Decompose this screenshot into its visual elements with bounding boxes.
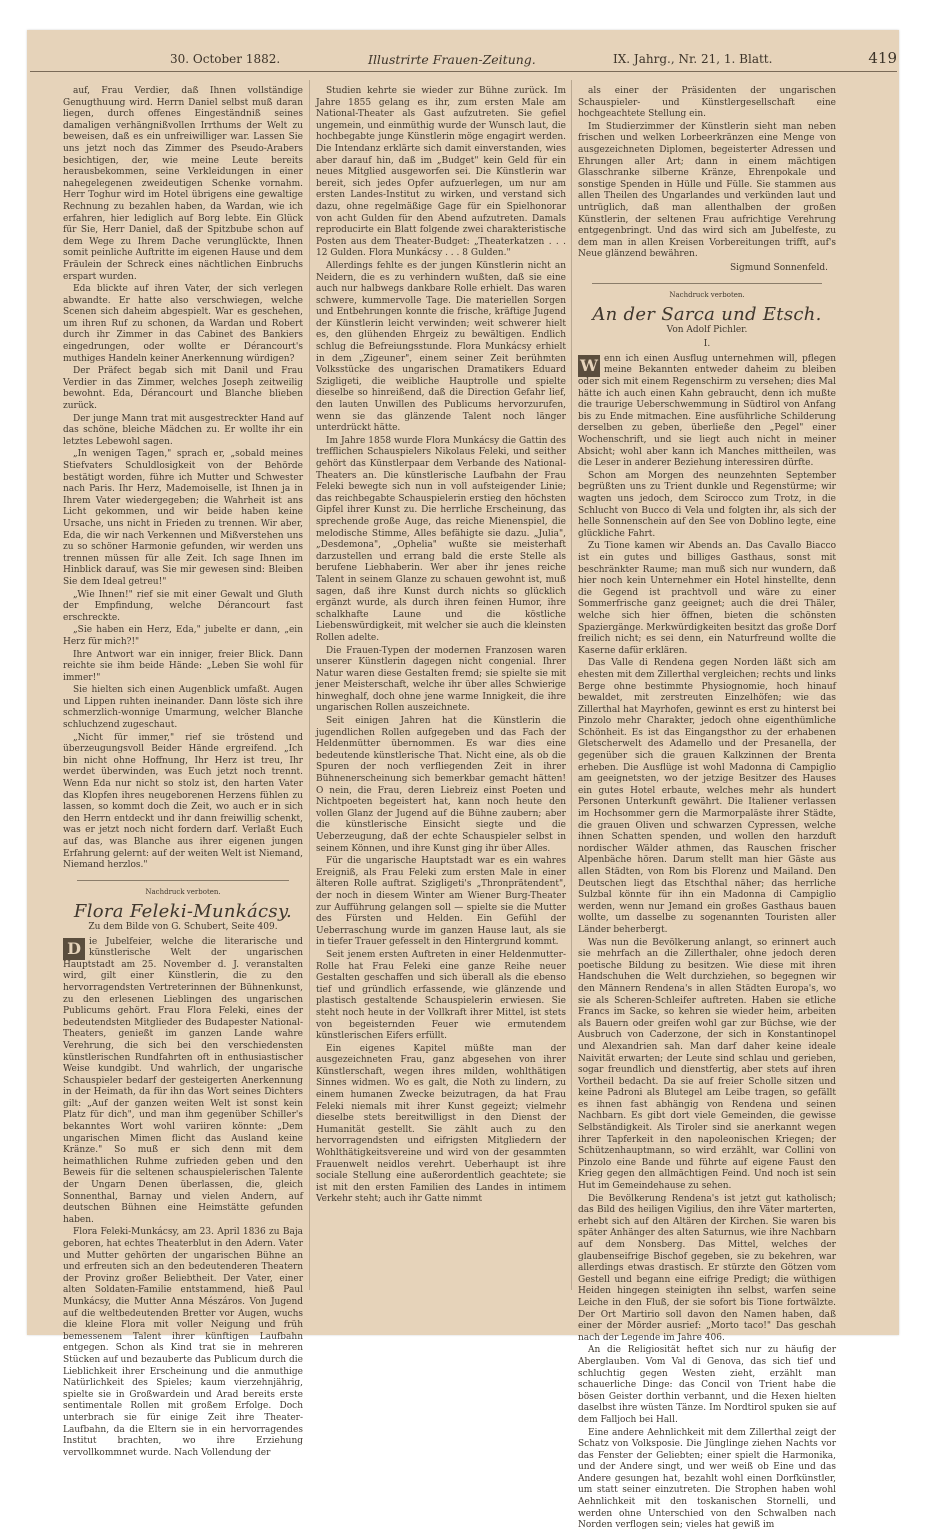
body-paragraph: Seit jenem ersten Auftreten in einer Heldenmutter-Rolle hat Frau Feleki eine ganze Reihe neuer Gestalten geschaffen und sich überall als die ebenso tief und gründlich erfassende, wie glänzende und plastisch gestaltende Schauspielerin erwiesen. Sie steht noch heute in der Vollkraft ihrer Mittel, ist stets von begeisternden Feuer wie ermutendem künstlerischen Eifers erfüllt. [316, 949, 566, 1042]
divider [77, 880, 289, 881]
column-2 [316, 86, 566, 1291]
body-paragraph: Die Frauen-Typen der modernen Franzosen waren unserer Künstlerin dagegen nicht congenial. Ihrer Natur waren diese Gestalten fremd; sie spielte sie mit jener Meisterschaft, welche ihr über alles Schwierige hinweghalf, doch ohne jene warme Innigkeit, die ihre ungarischen Rollen auszeichnete. [316, 645, 566, 714]
body-paragraph: „In wenigen Tagen," sprach er, „sobald meines Stiefvaters Schuldlosigkeit von der Behörde bestätigt worden, führe ich Mutter und Schwester nach Paris. Ihr Herz, Mademoiselle, ist Ihnen ja in Ihrem Vater wiedergegeben; die Wahrheit ist ans Licht gekommen, und wir beide haben keine Ursache, uns nicht in Frieden zu trennen. Wir aber, Eda, die wir nach Verkennen und Mißverstehen uns zu so schöner Harmonie gefunden, wir werden uns trennen müssen für alle Zeit. Ich sage Ihnen im Hinblick darauf, was Sie mir gewesen sind: Bleiben Sie dem Ideal getreu!" [63, 449, 303, 587]
author-signature: Sigmund Sonnenfeld. [729, 262, 828, 273]
body-paragraph: Im Studierzimmer der Künstlerin sieht man neben frischen und welken Lorbeerkränzen eine Menge von ausgezeichneten Diplomen, begeisterter Adressen und Ehrungen aller Art; dann in einem mächtigen Glasschranke silberne Kränze, Ehrenpokale und sonstige Spenden in Hülle und Fülle. Sie stammen aus allen Theilen des Ungarlandes und verkünden laut und untrüglich, daß man allenthalben der großen Künstlerin, der seltenen Frau aufrichtige Verehrung entgegenbringt. Und das wird sich am Jubelfeste, zu dem man in allen Kreisen Vorbereitungen trifft, auf's Neue glänzend bewähren. [578, 121, 836, 260]
column-1 [63, 86, 303, 1458]
body-paragraph: als einer der Präsidenten der ungarischen Schauspieler- und Künstlergesellschaft eine hochgeachtete Stellung ein. [578, 86, 836, 120]
body-paragraph: Das Valle di Rendena gegen Norden läßt sich am ehesten mit dem Zillerthal vergleichen; rechts und links Berge ohne bestimmte Physiognomie, hoch hinauf bewaldet, mit zerstreuten Einzelhöfen; wie das Zillerthal hat Mayrhofen, gewinnt es erst zu hinterst bei Pinzolo mehr Charakter, jedoch ohne eigenthümliche Schönheit. Es ist das Eingangsthor zu der erhabenen Gletscherwelt des Adamello und der Presanella, der gegenüber sich die grauen Kalkzinnen der Brenta erheben. Die Ausflüge ist wohl Madonna di Campiglio am geeignetsten, wo der jetzige Besitzer des Hauses ein gutes Hotel erbaute, welches mehr als hundert Personen Unterkunft gewährt. Die Italiener verlassen im Hochsommer gern die Marmorpaläste ihrer Städte, die grauen Oliven und schwarzen Cypressen, welche ihnen Schatten spenden, und wollen den harzduft nordischer Wälder athmen, das Rauschen frischer Alpenbäche hören. Darum stellt man hier Gäste aus allen Städten, von Rom bis Florenz und Mailand. Den Deutschen liegt das Etschthal näher; das herrliche Sulzbal könnte für ihn ein Madonna di Campiglio werden, wenn nur Jemand ein großes Gasthaus bauen wollte, um dasselbe zu sogenannten Touristen aller Länder beherbergt. [578, 658, 836, 935]
article-title-flora: Flora Feleki-Munkácsy. [73, 901, 293, 923]
body-paragraph: Studien kehrte sie wieder zur Bühne zurück. Im Jahre 1855 gelang es ihr, zum ersten Male am National-Theater als Gast aufzutreten. Sie gefiel ungemein, und einmüthig wurde der Wunsch laut, die hochbegabte junge Künstlerin möge engagirt werden. Die Intendanz erklärte sich damit einverstanden, wies aber darauf hin, daß im „Budget" kein Geld für ein neues Mitglied ausgeworfen sei. Die Künstlerin war bereit, sich jedes Opfer aufzuerlegen, um nur am ersten Landes-Institut zu wirken, und verstand sich dazu, ohne regelmäßige Gage für ein Spielhonorar von acht Gulden für den Abend aufzutreten. Damals reproducirte ein Blatt folgende zwei charakteristische Posten aus dem Theater-Budget: „Theaterkatzen . . . 12 Gulden. Flora Munkácsy . . . 8 Gulden." [316, 86, 566, 259]
divider [592, 283, 822, 284]
body-paragraph: Was nun die Bevölkerung anlangt, so erinnert auch sie mehrfach an die Zillerthaler, ohne jedoch deren poetische Bildung zu besitzen. Wie diese mit ihren Handschuhen die Welt durchziehen, so begegnen wir den Männern Rendena's in allen Städten Europa's, wo sie als Scheren-Schleifer auftreten. Haben sie etliche Francs im Sacke, so kehren sie wieder heim, arbeiten als Bauern oder greifen wohl gar zur Büchse, wie der Ausbruch von Caderzone, der sich in Konstantinopel und Alexandrien sah. Man darf daher keine ideale Naivität erwarten; der Leute sind schlau und gerieben, sogar freundlich und dienstfertig, aber stets auf ihren Vortheil bedacht. Da sie auf freier Scholle sitzen und keine Padroni als Blutegel am Leibe tragen, so gefällt es ihnen fast abhängig von Rendena und seinen Nachbarn. Es gibt dort viele Gemeinden, die gewisse Selbständigkeit. Als Tiroler sind sie anerkannt wegen ihrer Tapferkeit in den napoleonischen Kriegen; der Schützenhauptmann, so wird erzählt, war Collini von Pinzolo eine Bande und führte auf eigene Faust den Krieg gegen den allmächtigen Feind. Und noch ist sein Hut im Gemeindehause zu sehen. [578, 937, 836, 1192]
body-paragraph: Der junge Mann trat mit ausgestreckter Hand auf das schöne, bleiche Mädchen zu. Er wollte ihr ein letztes Lebewohl sagen. [63, 413, 303, 447]
body-paragraph: Zu Tione kamen wir Abends an. Das Cavallo Biacco ist ein gutes und billiges Gasthaus, sonst mit beschränkter Raume; man muß sich nur wundern, daß hier noch kein Unternehmer ein Hotel hinstellte, denn die Gegend ist prachtvoll und wäre zu einer Sommerfrische ganz geeignet; auch die drei Thäler, welche sich hier öffnen, bieten die schönsten Spaziergänge. Merkwürdigkeiten besitzt das große Dorf freilich nicht; es sei denn, ein Naturfreund wollte die Kaserne dafür erklären. [578, 541, 837, 656]
paragraph-text: enn ich einen Ausflug unternehmen will, pflegen meine Bekannten entweder daheim zu bleiben oder sich mit einem Regenschirm zu versehen; dies Mal hätte ich auch einen Kahn gebraucht, denn ich mußte die traurige Ueberschwemmung in Südtirol von Anfang bis zu Ende mitmachen. Eine ausführliche Schilderung derselben zu geben, überließe den „Pegel" einer Wochenschrift, und sie liegt auch nicht in meiner Absicht; wohl aber kann ich Manches mittheilen, was die Leser in anderer Beziehung interessiren dürfte. [578, 353, 836, 469]
body-paragraph: Der Präfect begab sich mit Danil und Frau Verdier in das Zimmer, welches Joseph zeitweilig bewohnt. Eda, Dérancourt und Blanche blieben zurück. [63, 366, 303, 412]
reprint-notice: Nachdruck verboten. [669, 290, 745, 299]
column-rule [571, 80, 572, 1290]
reprint-notice: Nachdruck verboten. [145, 887, 221, 896]
dropcap: W [578, 355, 600, 377]
body-paragraph: Eine andere Aehnlichkeit mit dem Zillerthal zeigt der Schatz von Volksposie. Die Jünglinge ziehen Nachts vor das Fenster der Geliebten; einer spielt die Harmonika, und der Andere singt, und wer weiß ob Eine und das Andere gesungen hat, bezahlt wohl einen Dorfkünstler, um statt seiner einzutreten. Die Strophen haben wohl Aehnlichkeit mit den toskanischen Stornelli, und werden ohne Unterschied von den Schwalben nach Norden verflogen sein; vieles hat gewiß im [578, 1427, 836, 1531]
body-paragraph: auf, Frau Verdier, daß Ihnen vollständige Genugthuung wird. Herrn Daniel selbst muß daran liegen, durch offenes Eingeständniß seines damaligen verhängnißvollen Irrthums der Welt zu beweisen, daß es ein unfreiwilliger war. Lassen Sie uns jetzt noch das Zimmer des Pseudo-Arabers besichtigen, der, wie meine Leute bereits herausbekommen, seine Verkleidungen in einer nahegelegenen zweideutigen Schenke vornahm. Herr Toghur wird im Hotel übrigens eine gewaltige Rechnung zu bezahlen haben, da Wardan, wie ich erfahren, hier lediglich auf Borg lebte. Ein Glück für Sie, Herr Daniel, daß der Spitzbube schon auf dem Wege zu Ihrem Dache verunglückte, Ihnen somit peinliche Auftritte im eigenen Hause und dem Fräulein der Schreck eines nächtlichen Einbruchs erspart wurden. [63, 86, 303, 282]
body-paragraph: Flora Feleki-Munkácsy, am 23. April 1836 zu Baja geboren, hat echtes Theaterblut in den Adern. Vater und Mutter gehörten der ungarischen Bühne an und erfreuten sich an den bedeutenderen Theatern der Provinz großer Beliebtheit. Der Vater, einer alten Soldaten-Familie entstammend, hieß Paul Munkácsy, die Mutter Anna Mészáros. Von Jugend auf die weltbedeutenden Bretter vor Augen, wuchs die kleine Flora mit voller Neigung und früh bemessenem Talent ihrer künftigen Laufbahn entgegen. Schon als Kind trat sie in mehreren Stücken auf und bezauberte das Publicum durch die Lieblichkeit ihrer Erscheinung und die anmuthige Natürlichkeit des Spieles; kaum vierzehnjährig, spielte sie in Großwardein und Arad bereits erste sentimentale Rollen mit großem Erfolge. Doch unterbrach sie für einige Zeit ihre Theater-Laufbahn, da die Eltern sie in ein hervorragendes Institut brachten, wo ihre Erziehung vervollkommnet wurde. Nach Vollendung der [63, 1227, 303, 1458]
article-byline: Von Adolf Pichler. [666, 324, 748, 335]
body-paragraph: Ihre Antwort war ein inniger, freier Blick. Dann reichte sie ihm beide Hände: „Leben Sie wohl für immer!" [63, 649, 303, 683]
body-paragraph: An die Religiosität heftet sich nur zu häufig der Aberglauben. Vom Val di Genova, das sich tief und schluchtig gegen Westen zieht, erzählt man schauerliche Dinge: das Concil von Trient habe die bösen Geister dorthin verbannt, und die Hexen hielten daselbst ihre wüsten Tänze. Im Nordtirol spuken sie auf dem Falljoch bei Hall. [578, 1345, 836, 1425]
dropcap: D [63, 938, 85, 960]
header-title: Illustrirte Frauen-Zeitung. [368, 52, 536, 67]
article-byline: Zu dem Bilde von G. Schubert, Seite 409. [88, 921, 278, 932]
paragraph-text: ie Jubelfeier, welche die literarische und künstlerische Welt der ungarischen Hauptstadt am 25. November d. J. veranstalten wird, gilt einer Künstlerin, die zu den hervorragendsten Vertreterinnen der Bühnenkunst, zu den erlesenen Lieblingen des ungarischen Publicums gehört. Frau Flora Feleki, eines der bedeutendsten Mitglieder des Budapester National-Theaters, genießt im ganzen Lande wahre Verehrung, die sich bei den verschiedensten künstlerischen Rundfahrten oft in enthusiastischer Weise kundgibt. Und wahrlich, der ungarische Schauspieler bedarf der gesteigerten Anerkennung in der Heimath, da für ihn das Wort seines Dichters gilt: „Auf der ganzen weiten Welt ist sonst kein Platz für dich", und man ihm gegenüber Schiller's bekanntes Wort wohl variiren könnte: „Dem ungarischen Mimen flicht das Ausland keine Kränze." So muß er sich denn mit dem heimathlichen Ruhme zufrieden geben und den Beweis für die seltenen schauspielerischen Talente der Ungarn Denen überlassen, die, gleich Sonnenthal, Barnay und vielen Andern, auf deutschen Bühnen eine Heimstätte gefunden haben. [63, 936, 303, 1225]
section-number: I. [703, 339, 711, 350]
body-paragraph: Eda blickte auf ihren Vater, der sich verlegen abwandte. Er hatte also verschwiegen, welche Scenen sich daheim abgespielt. War es geschehen, um ihren Ruf zu schonen, da Wardan und Robert durch ihr Zimmer in das Cabinet des Bankiers eingedrungen, oder wollte er Dérancourt's muthiges Handeln keiner Anerkennung würdigen? [63, 284, 303, 364]
header-date: 30. October 1882. [170, 52, 281, 66]
column-rule [309, 80, 310, 1290]
body-paragraph: Ein eigenes Kapitel müßte man der ausgezeichneten Frau, ganz abgesehen von ihrer Künstlerschaft, wegen ihres milden, wohlthätigen Sinnes widmen. Wo es galt, die Noth zu lindern, zu einem humanen Zwecke beizutragen, da hat Frau Feleki niemals mit ihrer Kunst gegeizt; vielmehr dieselbe stets bereitwilligst in den Dienst der Humanität gestellt. Sie zählt auch zu den hervorragendsten und eifrigsten Mitgliedern der Wohlthätigkeitsvereine und wird von der gesammten Frauenwelt neidlos verehrt. Ueberhaupt ist ihre sociale Stellung eine außerordentlich geachtete; sie ist mit den ersten Familien des Landes in intimem Verkehr steht; auch ihr Gatte nimmt [316, 1043, 566, 1205]
body-paragraph: „Sie haben ein Herz, Eda," jubelte er dann, „ein Herz für mich?!" [63, 625, 303, 647]
body-paragraph: Schon am Morgen des neunzehnten September begrüßten uns zu Trient dunkle und Regenstürme; wir wagten uns jedoch, dem Scirocco zum Trotz, in die Schlucht von Bucco di Vela und folgten ihr, als sich der helle Sonnenschein auf den See von Doblino legte, eine glückliche Fahrt. [578, 470, 836, 539]
header-page-number: 419 [868, 49, 897, 67]
body-paragraph [578, 354, 836, 470]
article-title-sarca: An der Sarca und Etsch. [592, 304, 822, 326]
page-header [30, 49, 897, 72]
column-3 [578, 86, 837, 1531]
body-paragraph: Sie hielten sich einen Augenblick umfaßt. Augen und Lippen ruhten ineinander. Dann löste sich ihre schmerzlich-wonnige Umarmung, welcher Blanche schluchzend zugeschaut. [63, 685, 303, 731]
body-paragraph: „Wie Ihnen!" rief sie mit einer Gewalt und Gluth der Empfindung, welche Dérancourt fast erschreckte. [63, 589, 303, 623]
body-paragraph: Für die ungarische Hauptstadt war es ein wahres Ereigniß, als Frau Feleki zum ersten Male in einer älteren Rolle auftrat. Szigligeti's „Thronprätendent", der noch in diesem Winter am Wiener Burg-Theater zur Aufführung gelangen soll — spielte sie die Mutter des Fürsten und Helden. Ein Gefühl der Ueberraschung wurde im ganzen Hause laut, als sie in tiefer Trauer gefesselt in den Hintergrund kommt. [316, 856, 566, 948]
body-paragraph: Allerdings fehlte es der jungen Künstlerin nicht an Neidern, die es zu verhindern wußten, daß sie eine auch nur halbwegs dankbare Rolle erhielt. Das waren schwere, kummervolle Tage. Die materiellen Sorgen und Entbehrungen konnte die frische, kräftige Jugend der Künstlerin leicht verwinden; weit schwerer hielt es, den glühenden Ehrgeiz zu bewältigen. Endlich schlug die Befreiungsstunde. Flora Munkácsy erhielt in dem „Zigeuner", einem seiner Zeit berühmten Volksstücke des ungarischen Dramatikers Eduard Szigligeti, die weibliche Hauptrolle und spielte dieselbe so hinreißend, daß die Direction Gefahr lief, den lauten Unwillen des Publicums hervorzurufen, wenn sie das glänzende Talent noch länger unterdrückt hätte. [316, 260, 566, 434]
header-issue: IX. Jahrg., Nr. 21, 1. Blatt. [613, 52, 773, 66]
body-paragraph: Seit einigen Jahren hat die Künstlerin die jugendlichen Rollen aufgegeben und das Fach der Heldenmütter übernommen. Es war dies eine bedeutende künstlerische That. Nicht eine, als ob die Spuren der noch verfliegenden Zeit in ihrer Bühnenerscheinung sich bemerkbar gemacht hätten! O nein, die Frau, deren Liebreiz einst Poeten und Nichtpoeten begeistert hat, kann noch heute den vollen Glanz der Jugend auf die Bühne zaubern; aber die künstlerische Einsicht siegte und die Ueberzeugung, daß der echte Schauspieler selbst in seinem Können, und ihre Kunst ging ihr über Alles. [316, 716, 566, 854]
body-paragraph: Im Jahre 1858 wurde Flora Munkácsy die Gattin des trefflichen Schauspielers Nikolaus Feleki, und seither gehört das Künstlerpaar dem Verbande des National-Theaters an. Die künstlerische Laufbahn der Frau Feleki bewegte sich nun in voll aufsteigender Linie; das reichbegabte Schauspielerin erstieg den höchsten Gipfel ihrer Kunst zu. Die herrliche Erscheinung, das sprechende große Auge, das reiche Mienenspiel, die melodische Stimme, Alles befähigte sie dazu. „Julia", „Desdemona", „Ophelia" wußte sie meisterhaft darzustellen und errang bald die erste Stelle als berufene Liebhaberin. Wer aber ihr jenes reiche Talent in seinem Glanze zu schauen gewohnt ist, muß sagen, daß ihre Kunst durch nichts so glücklich ergänzt wurde, als durch ihren feinen Humor, ihre schalkhafte Laune und die köstliche Liebenswürdigkeit, mit welcher sie auch die kleinsten Rollen adelte. [316, 435, 566, 643]
body-paragraph: Die Bevölkerung Rendena's ist jetzt gut katholisch; das Bild des heiligen Vigilius, den ihre Väter marterten, erhebt sich auf den Altären der Kirchen. Sie waren bis später Anhänger des alten Saturnus, wie ihre Nachbarn auf dem Nonsberg. Das Mittel, welches der glaubenseifrige Bischof gegeben, sie zu bekehren, war allerdings etwas drastisch. Er stürzte den Götzen vom Gestell und begann eine eifrige Predigt; die wüthigen Heiden hingegen steinigten ihn selbst, warfen seine Leiche in den Fluß, der sie sofort bis Tione fortwälzte. Der Ort Martirio soll davon den Namen haben, daß einer der Mörder ausrief: „Morto taco!" Das geschah nach der Legende im Jahre 406. [578, 1193, 836, 1343]
body-paragraph: „Nicht für immer," rief sie tröstend und überzeugungsvoll Beider Hände ergreifend. „Ich bin nicht ohne Hoffnung, Ihr Herz ist treu, Ihr werdet überwinden, was Euch jetzt noch trennt. Wenn Eda nur nicht so stolz ist, den harten Vater das Klopfen ihres neugeborenen Herzens fühlen zu lassen, so kommt doch die Zeit, wo auch er in sich den Herrn entdeckt und ihr dann freiwillig schenkt, was er jetzt noch nicht fordern darf. Verlaßt Euch auf das, was Blanche aus ihrer eigenen jungen Erfahrung gelernt: auf der weiten Welt ist Niemand, Niemand herzlos." [63, 732, 303, 871]
body-paragraph [63, 937, 303, 1227]
